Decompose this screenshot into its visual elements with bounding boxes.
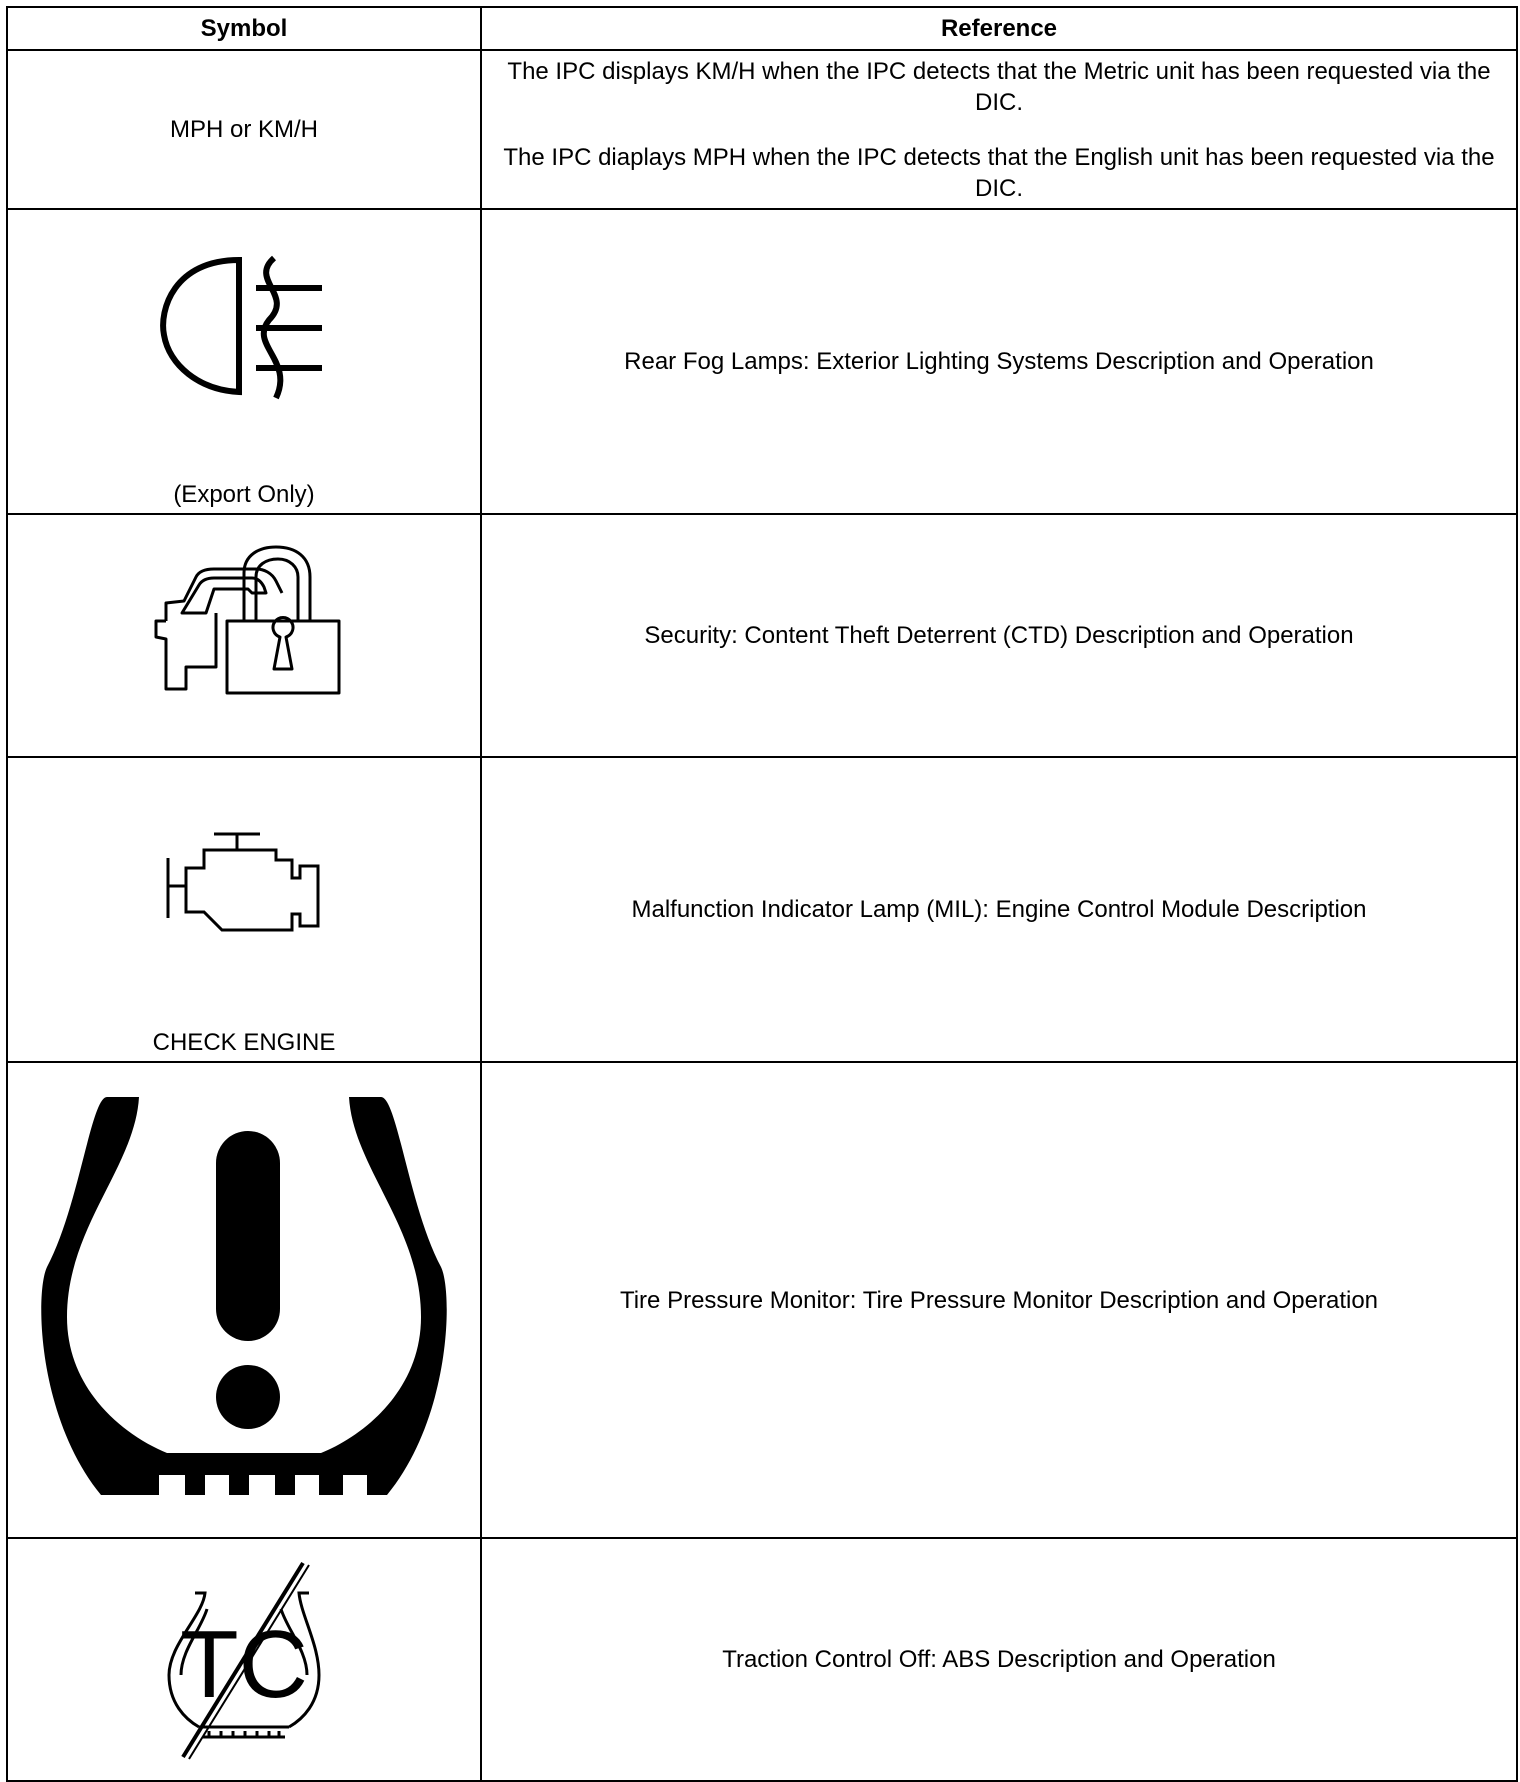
reference-cell: [481, 209, 1517, 514]
reference-text: Security: Content Theft Deterrent (CTD) Description and Operation: [644, 622, 1354, 649]
table-row: [7, 209, 1517, 514]
symbol-cell: [7, 1062, 481, 1538]
table-row: [7, 757, 1517, 1062]
symbol-reference-table: [6, 6, 1518, 1782]
symbol-caption: (Export Only): [173, 481, 315, 508]
reference-text: The IPC diaplays MPH when the IPC detects that the English unit has been requested via the DIC.: [503, 143, 1495, 202]
reference-cell: [481, 50, 1517, 209]
table-row: [7, 50, 1517, 209]
reference-text: The IPC displays KM/H when the IPC detects that the Metric unit has been requested via the DIC.: [507, 57, 1491, 116]
reference-text: Tire Pressure Monitor: Tire Pressure Monitor Description and Operation: [619, 1286, 1379, 1314]
reference-cell: [481, 1062, 1517, 1538]
security-lock-icon: [144, 543, 344, 715]
symbol-cell: [7, 757, 481, 1062]
tire-pressure-icon: [37, 1087, 451, 1507]
symbol-cell: [7, 1538, 481, 1781]
table-header-row: [7, 7, 1517, 50]
check-engine-icon: [164, 830, 324, 940]
symbol-cell: [7, 514, 481, 757]
table-row: [7, 514, 1517, 757]
rear-fog-lamp-icon: [154, 250, 334, 400]
header-reference: Reference: [481, 7, 1517, 50]
symbol-caption: CHECK ENGINE: [152, 1029, 336, 1056]
symbol-cell: [7, 209, 481, 514]
reference-text: Rear Fog Lamps: Exterior Lighting Systems Description and Operation: [624, 348, 1374, 375]
reference-cell: [481, 514, 1517, 757]
symbol-text: MPH or KM/H: [169, 115, 318, 143]
reference-text: Malfunction Indicator Lamp (MIL): Engine Control Module Description: [631, 896, 1367, 923]
reference-cell: [481, 757, 1517, 1062]
header-symbol: Symbol: [7, 7, 481, 50]
tc-text: TC: [180, 1611, 308, 1718]
traction-control-off-icon: [159, 1555, 329, 1765]
table-row: [7, 1538, 1517, 1781]
symbol-cell: [7, 50, 481, 209]
reference-text: Traction Control Off: ABS Description and Operation: [722, 1646, 1276, 1673]
table-row: [7, 1062, 1517, 1538]
reference-cell: [481, 1538, 1517, 1781]
